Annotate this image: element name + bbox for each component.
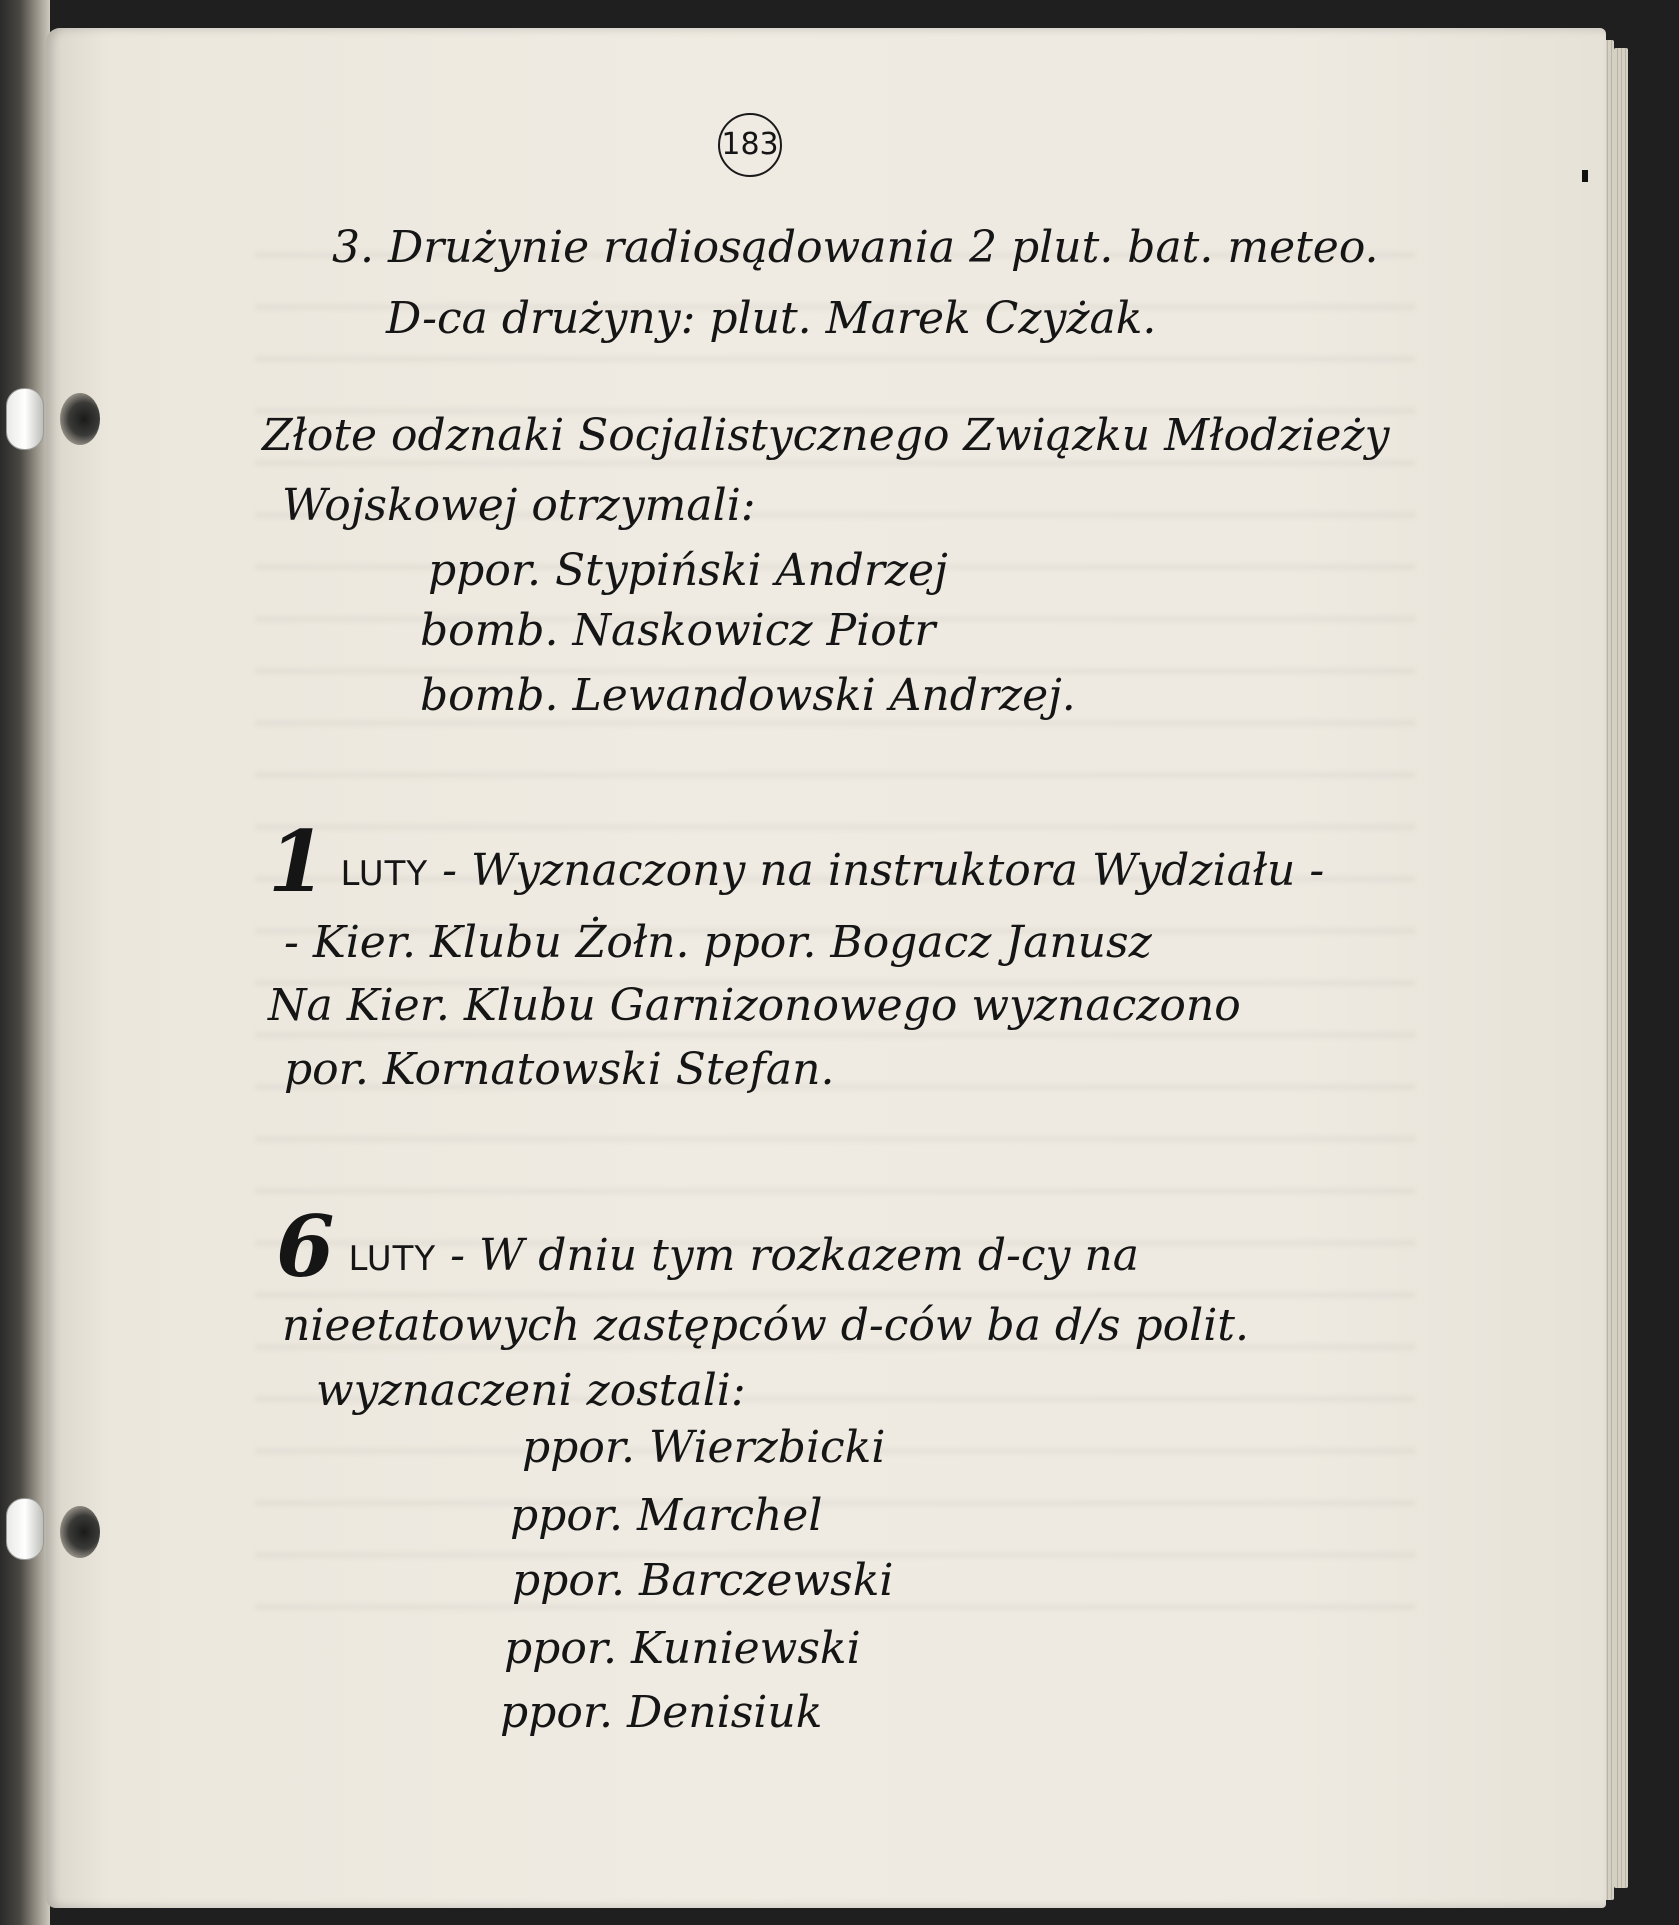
ink-mark bbox=[1582, 170, 1588, 182]
entry-1-day: 1 bbox=[268, 812, 327, 911]
unit-line-1: 3. Drużynie radiosądowania 2 plut. bat. meteo. bbox=[332, 222, 1379, 273]
entry-6-line-3: wyznaczeni zostali: bbox=[316, 1365, 746, 1416]
unit-line-2: D-ca drużyny: plut. Marek Czyżak. bbox=[386, 293, 1157, 344]
entry-6-text: - W dniu tym rozkazem d-cy na bbox=[450, 1230, 1139, 1281]
entry-1-month: LUTY bbox=[340, 854, 429, 894]
entry-1-line-1 bbox=[268, 812, 1325, 911]
binding-spine bbox=[0, 0, 50, 1925]
entry-1-line-4: por. Kornatowski Stefan. bbox=[284, 1044, 835, 1095]
badge-recipient: bomb. Lewandowski Andrzej. bbox=[420, 670, 1076, 721]
appointee-name: ppor. Kuniewski bbox=[504, 1623, 861, 1674]
binder-ring bbox=[6, 388, 44, 450]
appointee-name: ppor. Barczewski bbox=[512, 1555, 894, 1606]
appointee-name: ppor. Wierzbicki bbox=[522, 1422, 886, 1473]
entry-6-month: LUTY bbox=[348, 1239, 437, 1279]
appointee-name: ppor. Denisiuk bbox=[500, 1687, 823, 1738]
page-number: 183 bbox=[718, 113, 782, 177]
appointee-name: ppor. Marchel bbox=[510, 1490, 823, 1541]
punch-hole bbox=[60, 393, 100, 445]
entry-6-day: 6 bbox=[276, 1197, 335, 1296]
entry-1-line-3: Na Kier. Klubu Garnizonowego wyznaczono bbox=[268, 980, 1241, 1031]
page-stack-edge bbox=[1614, 48, 1628, 1888]
binder-ring bbox=[6, 1498, 44, 1560]
badges-heading-line-1: Złote odznaki Socjalistycznego Związku Młodzieży bbox=[262, 410, 1390, 461]
badges-heading-line-2: Wojskowej otrzymali: bbox=[282, 480, 756, 531]
entry-6-line-2: nieetatowych zastępców d-ców ba d/s polit. bbox=[282, 1300, 1249, 1351]
entry-1-line-2: - Kier. Klubu Żołn. ppor. Bogacz Janusz bbox=[284, 917, 1152, 968]
punch-hole bbox=[60, 1506, 100, 1558]
badge-recipient: ppor. Stypiński Andrzej bbox=[428, 545, 948, 596]
badge-recipient: bomb. Naskowicz Piotr bbox=[420, 605, 936, 656]
entry-6-line-1 bbox=[276, 1197, 1139, 1296]
entry-1-text: - Wyznaczony na instruktora Wydziału - bbox=[442, 845, 1325, 896]
